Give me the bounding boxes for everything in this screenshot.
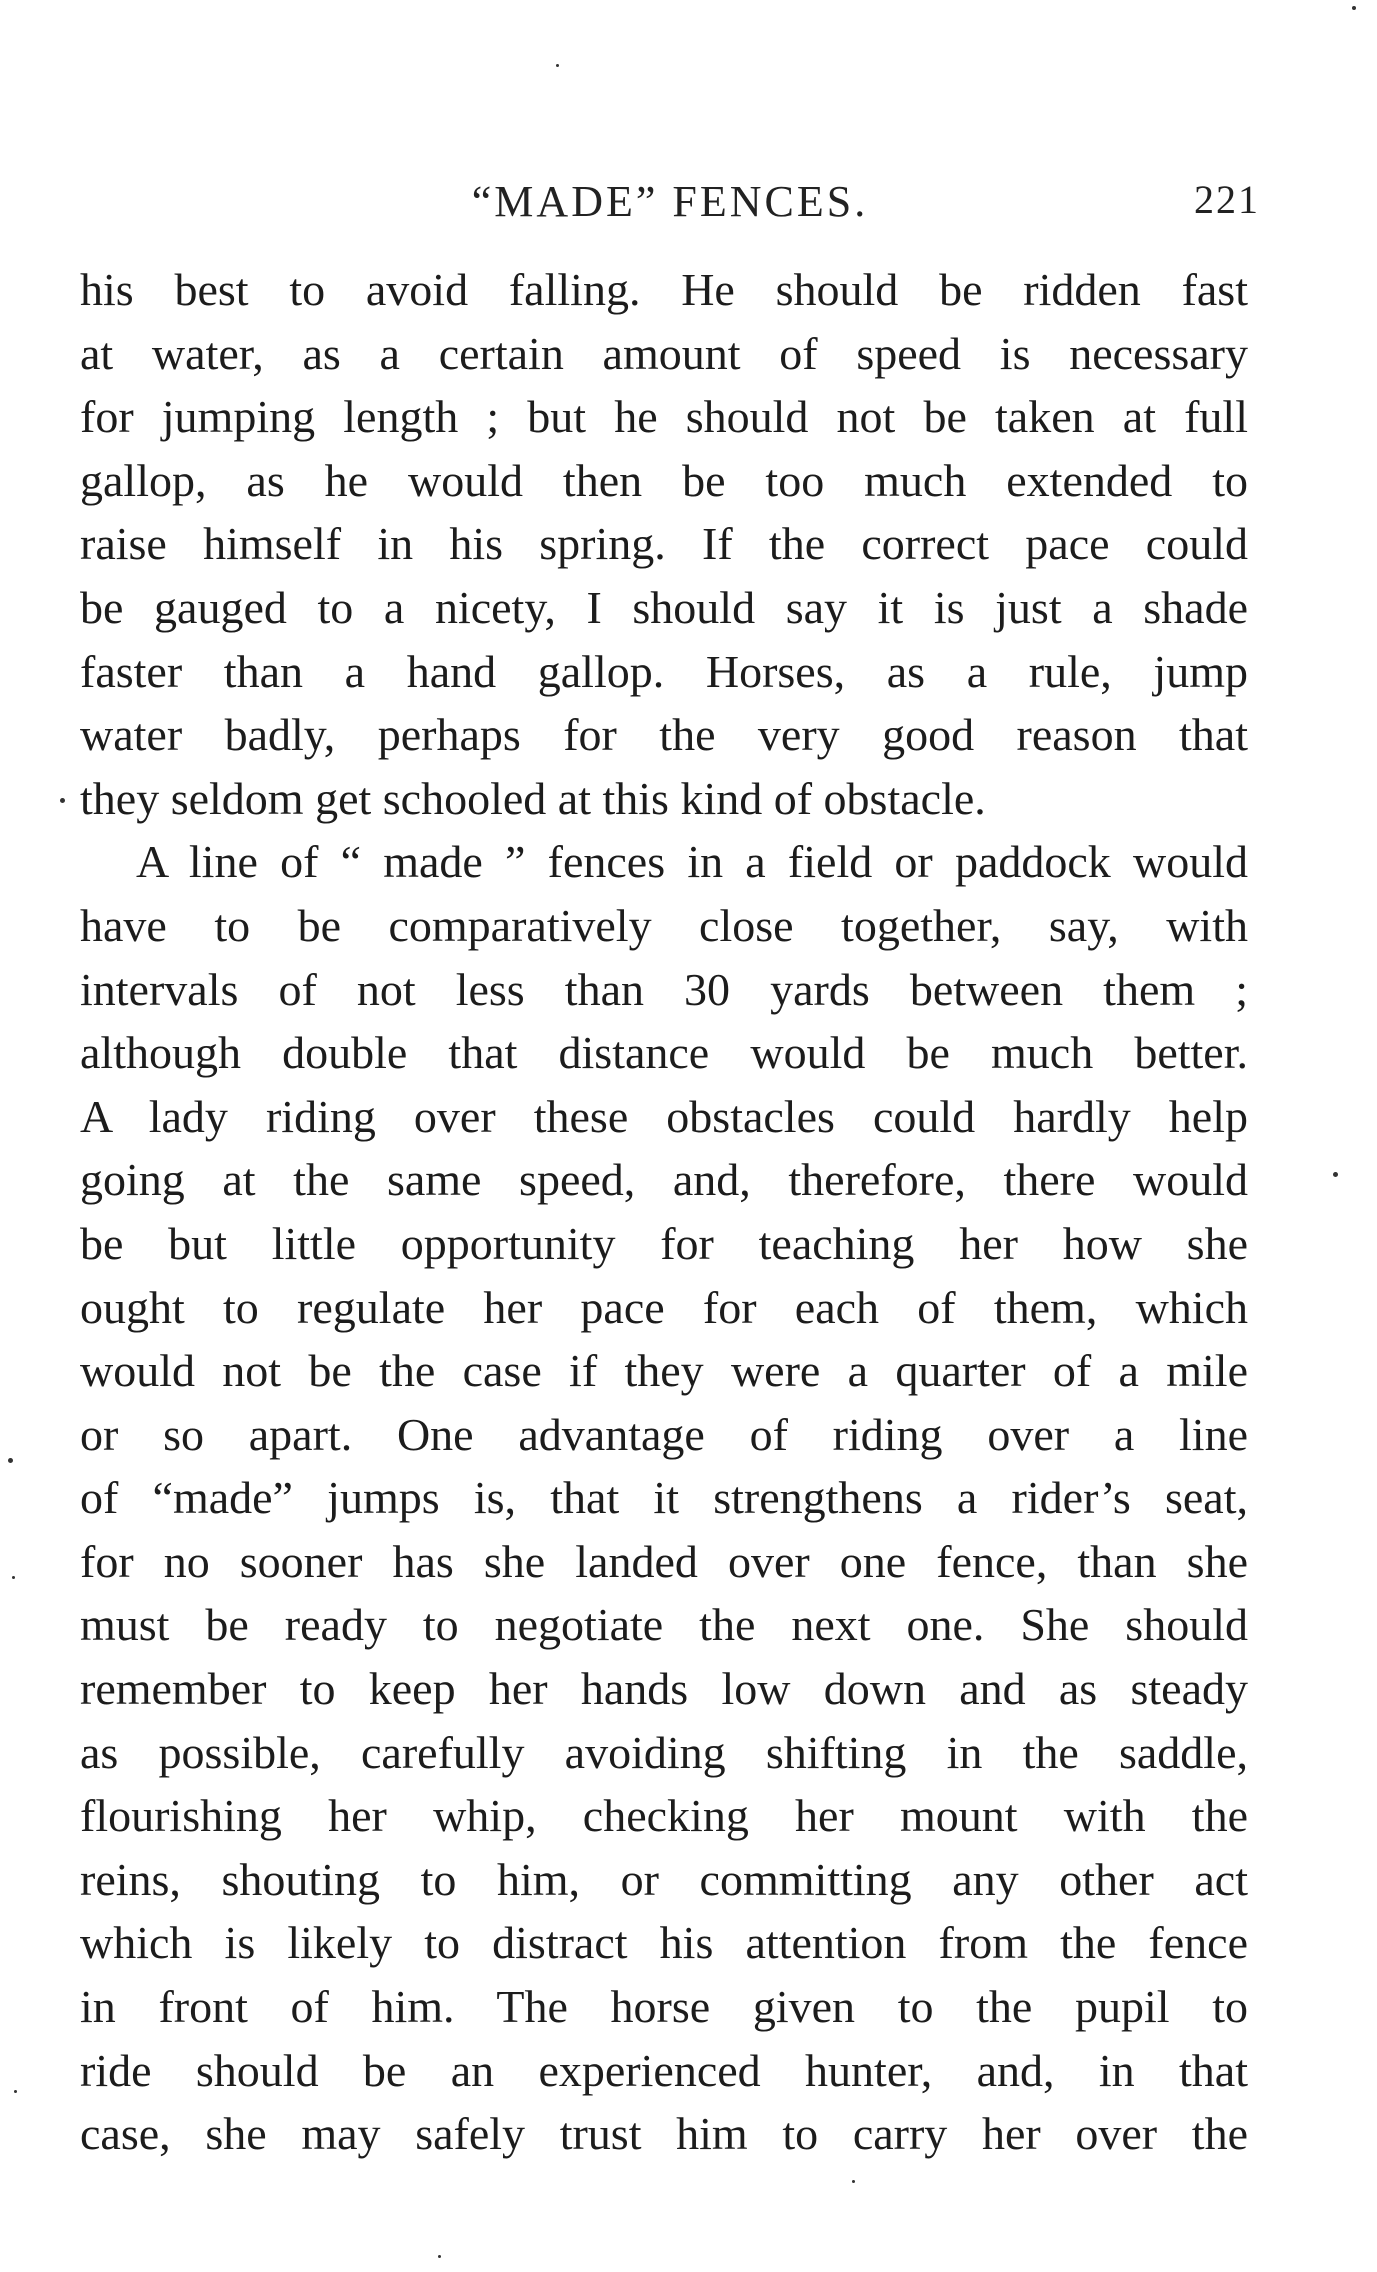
page-number: 221	[1194, 177, 1260, 222]
text-line: at water, as a certain amount of speed is necessary	[80, 327, 1248, 379]
running-head	[80, 176, 1260, 236]
scan-speck	[8, 1458, 13, 1463]
text-line: water badly, perhaps for the very good reason that	[80, 709, 1248, 761]
text-line: gallop, as he would then be too much extended to	[80, 454, 1248, 506]
text-line: for jumping length ; but he should not be taken at full	[80, 391, 1248, 443]
text-line: be gauged to a nicety, I should say it is just a shade	[80, 581, 1248, 633]
scan-speck	[852, 2180, 855, 2183]
text-line: faster than a hand gallop. Horses, as a rule, jump	[80, 645, 1248, 697]
text-line: which is likely to distract his attention from the fence	[80, 1917, 1248, 1969]
text-line: case, she may safely trust him to carry her over the	[80, 2108, 1248, 2160]
text-line: reins, shouting to him, or committing any other act	[80, 1853, 1248, 1905]
text-line: going at the same speed, and, therefore, there would	[80, 1154, 1248, 1206]
text-line: be but little opportunity for teaching her how she	[80, 1217, 1248, 1269]
text-line: ride should be an experienced hunter, and, in that	[80, 2044, 1248, 2096]
text-line: his best to avoid falling. He should be ridden fast	[80, 264, 1248, 315]
text-line: of “made” jumps is, that it strengthens a rider’s seat,	[80, 1472, 1248, 1524]
text-line: would not be the case if they were a quarter of a mile	[80, 1345, 1248, 1397]
scan-speck	[14, 2090, 17, 2093]
text-line: A line of “ made ” fences in a field or paddock would	[136, 836, 1248, 888]
text-line: A lady riding over these obstacles could hardly help	[80, 1090, 1248, 1142]
text-line: although double that distance would be much better.	[80, 1027, 1248, 1079]
text-line: or so apart. One advantage of riding over a line	[80, 1408, 1248, 1460]
text-line: have to be comparatively close together, say, with	[80, 899, 1248, 951]
scan-speck	[556, 64, 559, 67]
paragraph-2	[80, 830, 1248, 2165]
text-line: raise himself in his spring. If the correct pace could	[80, 518, 1248, 570]
paragraph-1	[80, 258, 1248, 830]
body-text	[80, 258, 1248, 2166]
text-line: flourishing her whip, checking her mount with the	[80, 1790, 1248, 1842]
scan-speck	[1333, 1172, 1338, 1177]
scan-speck	[438, 2255, 441, 2258]
text-line: ought to regulate her pace for each of them, which	[80, 1281, 1248, 1333]
text-line: intervals of not less than 30 yards between them ;	[80, 963, 1248, 1015]
scan-speck	[1352, 6, 1356, 10]
scan-speck	[12, 1576, 15, 1579]
text-line: they seldom get schooled at this kind of obstacle.	[80, 772, 986, 824]
text-line: remember to keep her hands low down and as steady	[80, 1663, 1248, 1715]
text-line: must be ready to negotiate the next one. She should	[80, 1599, 1248, 1651]
text-line: in front of him. The horse given to the pupil to	[80, 1981, 1248, 2033]
text-line: for no sooner has she landed over one fence, than she	[80, 1535, 1248, 1587]
running-title: “MADE” FENCES.	[471, 177, 869, 226]
text-line: as possible, carefully avoiding shifting in the saddle,	[80, 1726, 1248, 1778]
scan-speck	[60, 798, 65, 803]
